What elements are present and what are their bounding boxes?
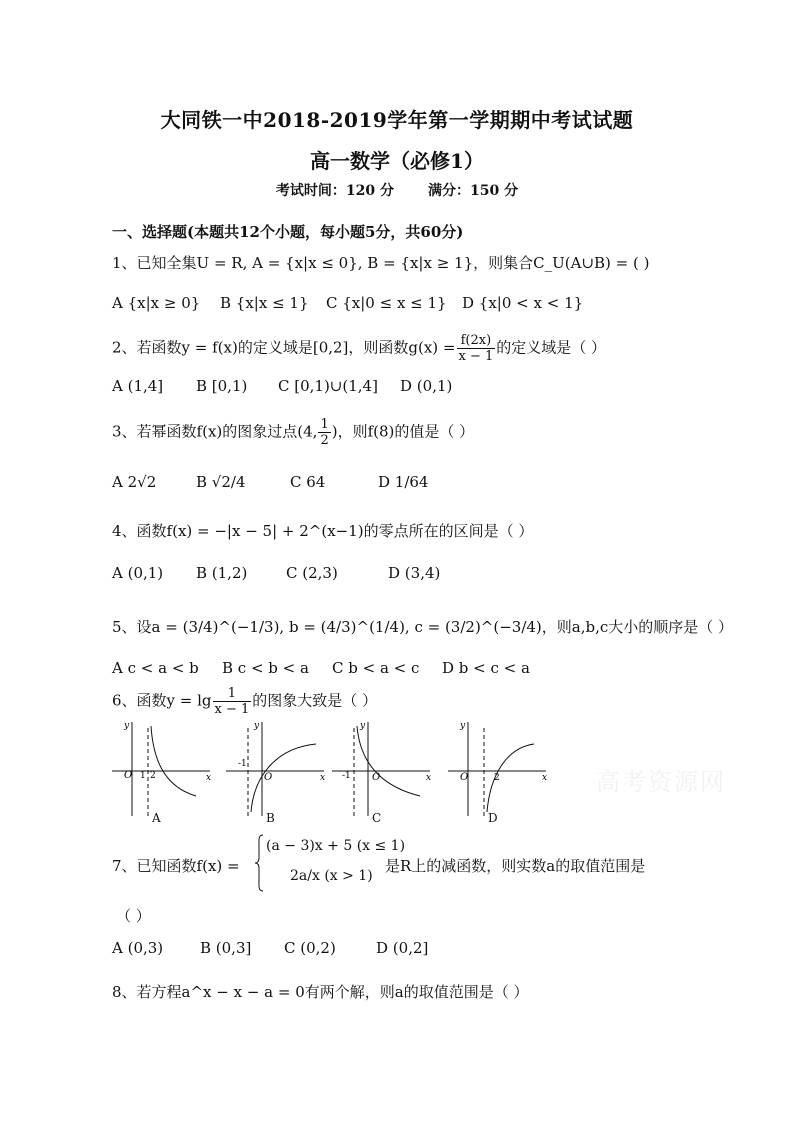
- svg-text:x: x: [320, 773, 326, 783]
- svg-text:O: O: [460, 772, 469, 783]
- question-4-options: [112, 563, 440, 583]
- svg-text:y: y: [254, 721, 260, 731]
- graph-b: [224, 716, 334, 826]
- exam-subtitle: 高一数学（必修1）: [310, 149, 484, 173]
- svg-text:2: 2: [150, 771, 156, 781]
- q7-piece-2: 2a/x (x > 1): [290, 868, 373, 884]
- question-7-stem-pre: 7、已知函数f(x) =: [112, 857, 240, 875]
- q3-option-d: D 1/64: [378, 473, 429, 491]
- q3-option-a: A 2√2: [112, 473, 157, 491]
- section-heading: 一、选择题(本题共12个小题，每小题5分，共60分): [112, 223, 464, 241]
- q7-option-c: C (0,2): [284, 939, 336, 957]
- q4-option-b: B (1,2): [196, 564, 248, 582]
- q1-option-d: D {x|0 < x < 1}: [462, 294, 584, 312]
- q7-option-b: B (0,3]: [200, 939, 252, 957]
- graph-label-c: C: [372, 811, 382, 825]
- question-1-options: [112, 293, 583, 313]
- svg-text:x: x: [542, 773, 548, 783]
- exam-title: 大同铁一中2018-2019学年第一学期期中考试试题: [160, 108, 634, 132]
- q4-option-a: A (0,1): [112, 564, 164, 582]
- q5-option-b: B c < b < a: [222, 659, 309, 677]
- q2-numerator: f(2x): [457, 333, 496, 349]
- graph-label-b: B: [266, 811, 275, 825]
- q1-option-c: C {x|0 ≤ x ≤ 1}: [326, 294, 447, 312]
- q6-numerator: 1: [213, 686, 252, 702]
- q2-fraction: [457, 333, 496, 364]
- q2-option-d: D (0,1): [400, 377, 453, 395]
- q7-brace: [254, 834, 264, 892]
- question-5-options: [112, 658, 530, 678]
- q2-denominator: x − 1: [458, 349, 494, 364]
- question-4-stem: 4、函数f(x) = −|x − 5| + 2^(x−1)的零点所在的区间是（ ）: [112, 522, 534, 540]
- question-6-stem: [112, 686, 377, 717]
- q2-option-a: A (1,4]: [112, 377, 164, 395]
- q3-numerator: 1: [320, 417, 329, 432]
- question-5-stem: 5、设a = (3/4)^(−1/3), b = (4/3)^(1/4), c = (3/2)^(−3/4)，则a,b,c大小的顺序是（ ）: [112, 618, 734, 636]
- svg-text:y: y: [460, 721, 466, 731]
- q4-option-d: D (3,4): [388, 564, 441, 582]
- q1-option-a: A {x|x ≥ 0}: [112, 294, 201, 312]
- question-2-options: [112, 376, 452, 396]
- svg-text:y: y: [360, 721, 366, 731]
- graph-c: [330, 716, 440, 826]
- question-3-stem: [112, 417, 474, 448]
- graph-label-d: D: [488, 811, 498, 825]
- q5-option-a: A c < a < b: [112, 659, 199, 677]
- watermark: 高考资源网: [596, 768, 726, 796]
- svg-text:-1: -1: [342, 771, 351, 781]
- svg-text:1: 1: [140, 771, 146, 781]
- q3-option-b: B √2/4: [196, 473, 246, 491]
- question-8-stem: 8、若方程a^x − x − a = 0有两个解，则a的取值范围是（ ）: [112, 983, 529, 1001]
- svg-text:x: x: [426, 773, 432, 783]
- exam-info: [0, 180, 794, 200]
- q7-piece-1: (a − 3)x + 5 (x ≤ 1): [266, 838, 406, 854]
- q2-option-b: B [0,1): [196, 377, 248, 395]
- q1-option-b: B {x|x ≤ 1}: [220, 294, 309, 312]
- question-7-options: [112, 938, 428, 958]
- graph-d: [446, 716, 556, 826]
- question-3-options: [112, 472, 428, 492]
- svg-text:-1: -1: [238, 759, 247, 769]
- graph-a: [110, 716, 220, 826]
- question-1-stem: 1、已知全集U = R, A = {x|x ≤ 0}, B = {x|x ≥ 1}，则集合C_U(A∪B) = ( ): [112, 254, 650, 272]
- q3-option-c: C 64: [290, 473, 326, 491]
- graph-label-a: A: [152, 811, 161, 825]
- q5-option-d: D b < c < a: [442, 659, 530, 677]
- q6-denominator: x − 1: [214, 702, 250, 717]
- q3-text-post: )，则f(8)的值是（ ）: [331, 422, 475, 441]
- svg-text:2: 2: [494, 773, 500, 783]
- q7-option-a: A (0,3): [112, 939, 164, 957]
- exam-score: 满分：150 分: [428, 183, 519, 199]
- q3-text-pre: 3、若幂函数f(x)的图象过点(4,: [112, 422, 318, 441]
- svg-text:O: O: [264, 772, 273, 783]
- question-7-stem-post: 是R上的减函数，则实数a的取值范围是: [385, 857, 646, 875]
- q2-text-pre: 2、若函数y = f(x)的定义域是[0,2]，则函数g(x) =: [112, 338, 456, 357]
- svg-text:x: x: [206, 773, 212, 783]
- question-7-paren: （ ）: [116, 907, 151, 925]
- q2-text-post: 的定义域是（ ）: [496, 338, 607, 357]
- q3-fraction: [318, 417, 330, 448]
- q6-fraction: [213, 686, 252, 717]
- q3-denominator: 2: [320, 433, 329, 448]
- q7-option-d: D (0,2]: [376, 939, 429, 957]
- q4-option-c: C (2,3): [286, 564, 338, 582]
- svg-text:O: O: [124, 770, 133, 781]
- q5-option-c: C b < a < c: [332, 659, 420, 677]
- svg-text:y: y: [124, 721, 130, 731]
- svg-text:O: O: [372, 772, 381, 783]
- q6-text-post: 的图象大致是（ ）: [252, 691, 378, 710]
- q2-option-c: C [0,1)∪(1,4]: [278, 377, 378, 395]
- q6-text-pre: 6、函数y = lg: [112, 691, 212, 710]
- exam-time: 考试时间：120 分: [275, 183, 394, 199]
- question-2-stem: [112, 333, 606, 364]
